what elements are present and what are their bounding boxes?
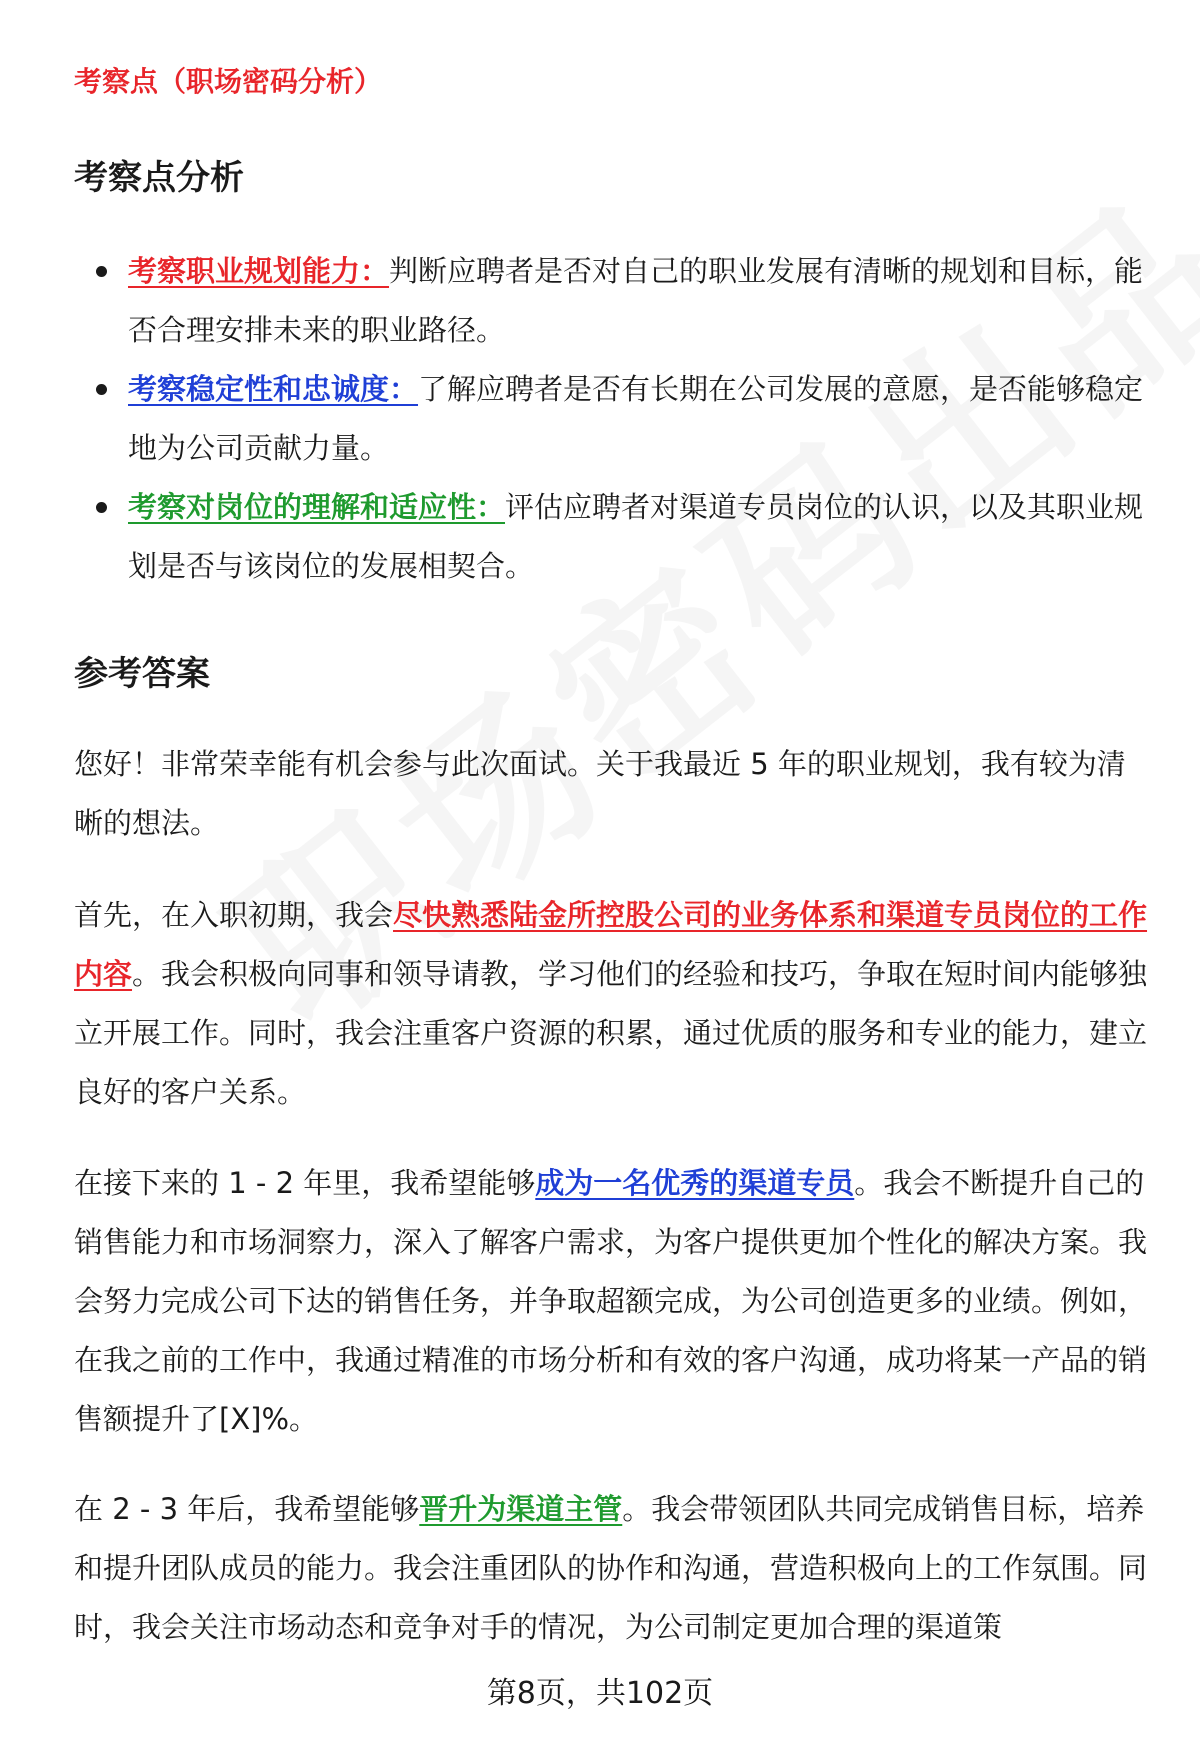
bullet-item (74, 478, 1154, 596)
paragraph-text: 。我会不断提升自己的销售能力和市场洞察力，深入了解客户需求，为客户提供更加个性化的解决方案。我会努力完成公司下达的销售任务，并争取超额完成，为公司创造更多的业绩。例如，在我之前的工作中，我通过精准的市场分析和有效的客户沟通，成功将某一产品的销售额提升了[X]%。 (74, 1166, 1148, 1436)
paragraph-keyword: 晋升为渠道主管 (419, 1492, 623, 1526)
top-label: 考察点（职场密码分析） (74, 65, 383, 98)
answer-paragraph-2 (74, 1154, 1154, 1449)
section-title-analysis: 考察点分析 (74, 158, 244, 198)
answer-paragraph-intro (74, 735, 1154, 853)
bullet-dot-icon (96, 502, 107, 513)
page-number-footer: 第8页，共102页 (486, 1676, 714, 1711)
paragraph-keyword: 尽快熟悉陆金所控股公司的业务体系和渠道专员岗位的工作内容 (74, 898, 1148, 991)
paragraph-text: 。我会带领团队共同完成销售目标，培养和提升团队成员的能力。我会注重团队的协作和沟通，营造积极向上的工作氛围。同时，我会关注市场动态和竞争对手的情况，为公司制定更加合理的渠道策 (74, 1492, 1148, 1644)
bullet-text: 判断应聘者是否对自己的职业发展有清晰的规划和目标，能否合理安排未来的职业路径。 (128, 254, 1144, 347)
paragraph-text: 在接下来的 1 - 2 年里，我希望能够 (74, 1166, 536, 1200)
bullet-dot-icon (96, 266, 107, 277)
paragraph-text: 您好！非常荣幸能有机会参与此次面试。关于我最近 5 年的职业规划，我有较为清晰的想法。 (74, 747, 1126, 840)
section-title-answer: 参考答案 (74, 654, 210, 694)
bullet-keyword: 考察稳定性和忠诚度： (128, 372, 419, 406)
paragraph-text: 首先，在入职初期，我会 (74, 898, 394, 932)
bullet-item (74, 242, 1154, 360)
bullet-item (74, 360, 1154, 478)
analysis-bullet-list (74, 242, 1154, 596)
answer-paragraph-3 (74, 1480, 1154, 1657)
answer-paragraph-1 (74, 886, 1154, 1122)
bullet-text: 评估应聘者对渠道专员岗位的认识，以及其职业规划是否与该岗位的发展相契合。 (128, 490, 1144, 583)
paragraph-keyword: 成为一名优秀的渠道专员 (535, 1166, 855, 1200)
bullet-dot-icon (96, 384, 107, 395)
bullet-keyword: 考察对岗位的理解和适应性： (128, 490, 506, 524)
paragraph-text: 在 2 - 3 年后，我希望能够 (74, 1492, 420, 1526)
paragraph-text: 。我会积极向同事和领导请教，学习他们的经验和技巧，争取在短时间内能够独立开展工作。同时，我会注重客户资源的积累，通过优质的服务和专业的能力，建立良好的客户关系。 (74, 957, 1148, 1109)
bullet-text: 了解应聘者是否有长期在公司发展的意愿，是否能够稳定地为公司贡献力量。 (128, 372, 1144, 465)
bullet-keyword: 考察职业规划能力： (128, 254, 390, 288)
